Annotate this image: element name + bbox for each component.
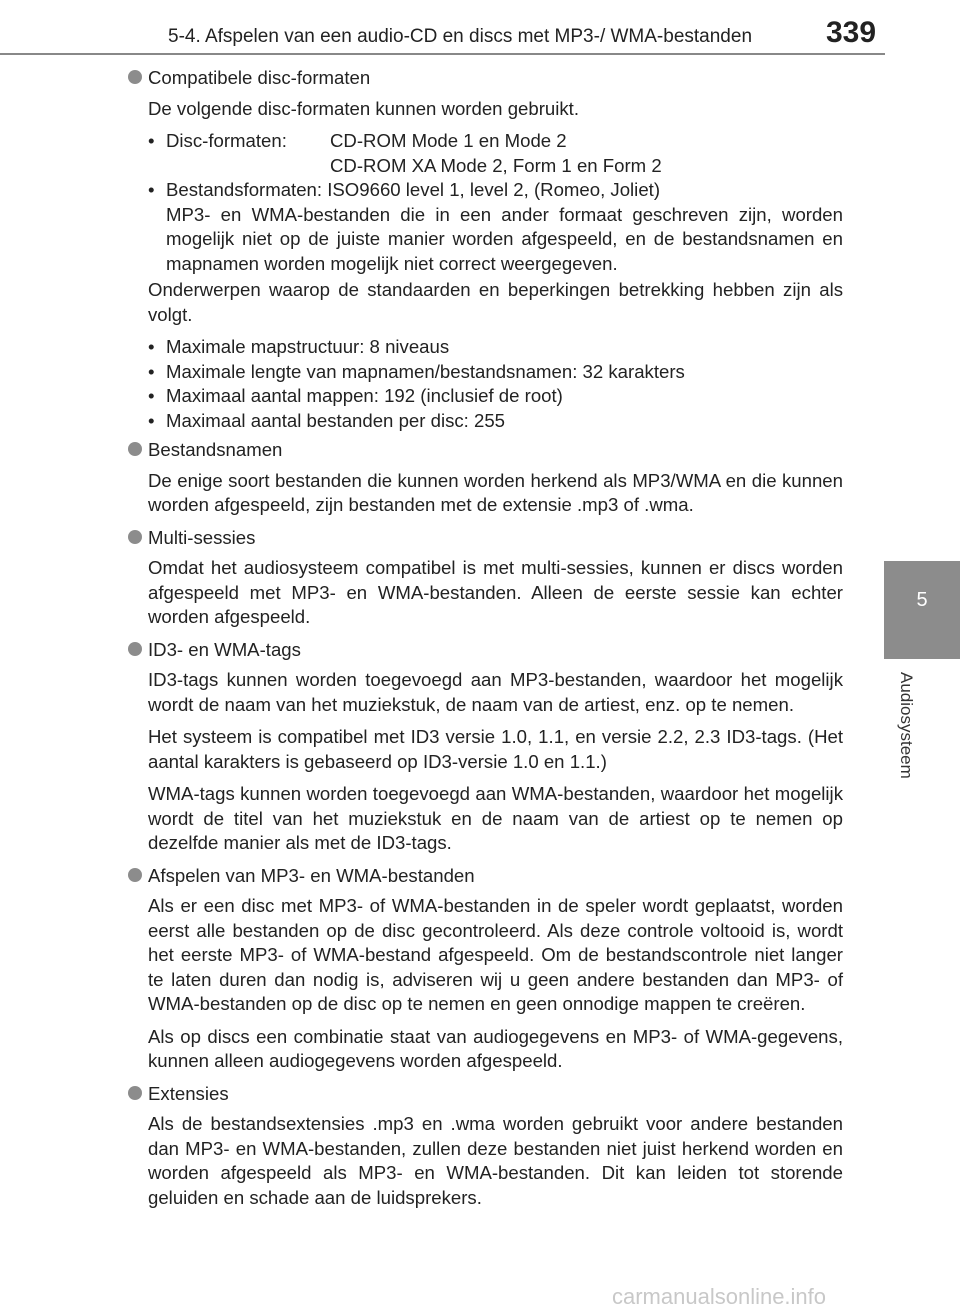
paragraph: Als op discs een combinatie staat van audiogegevens en MP3- of WMA-gegevens, kunnen alleen audiogegevens worden afgespeeld. bbox=[148, 1025, 843, 1071]
section-heading-text: Compatibele disc-formaten bbox=[148, 67, 371, 88]
page-number: 339 bbox=[826, 16, 877, 49]
bullet-dot-icon bbox=[128, 70, 142, 84]
paragraph: Als de bestandsextensies .mp3 en .wma worden gebruikt voor andere bestanden dan MP3- en WMA-bestanden, zullen deze bestanden niet juist herkend worden en worden afgespeeld als MP3- en WMA-bestanden. Dit kan leiden tot storende geluiden en schade aan de luidsprekers. bbox=[148, 1113, 843, 1208]
list-item: • Maximale lengte van mapnamen/bestandsnamen: 32 karakters bbox=[148, 360, 843, 385]
section-heading bbox=[148, 638, 843, 663]
section-heading-text: Bestandsnamen bbox=[148, 439, 283, 460]
page-content bbox=[127, 66, 843, 1218]
list-item: • Maximaal aantal bestanden per disc: 255 bbox=[148, 409, 843, 434]
section-heading bbox=[148, 66, 843, 91]
list-item bbox=[148, 129, 843, 178]
bullet-dot-icon bbox=[128, 530, 142, 544]
disc-format-2: CD-ROM XA Mode 2, Form 1 en Form 2 bbox=[330, 154, 662, 176]
paragraph: De enige soort bestanden die kunnen worden herkend als MP3/WMA en die kunnen worden afgespeeld, zijn bestanden met de extensie .mp3 of .wma. bbox=[148, 469, 843, 515]
section-heading bbox=[148, 864, 843, 889]
disc-format-1: CD-ROM Mode 1 en Mode 2 bbox=[330, 130, 567, 151]
chapter-number: 5 bbox=[916, 589, 928, 611]
bullet-dot-icon bbox=[128, 442, 142, 456]
section-heading-text: Extensies bbox=[148, 1082, 229, 1104]
format-list bbox=[148, 129, 843, 276]
paragraph: Onderwerpen waarop de standaarden en beperkingen betrekking hebben zijn als volgt. bbox=[148, 279, 843, 325]
file-formats: • Bestandsformaten: ISO9660 level 1, level 2, (Romeo, Joliet) bbox=[166, 179, 661, 200]
paragraph: ID3-tags kunnen worden toegevoegd aan MP3-bestanden, waardoor het mogelijk wordt de naam van het muziekstuk, de naam van de artiest, enz. op te nemen. bbox=[148, 669, 843, 715]
section-heading-text: ID3- en WMA-tags bbox=[148, 638, 301, 660]
section-extensions bbox=[127, 1082, 843, 1211]
bullet-dot-icon bbox=[128, 1086, 142, 1100]
section-heading bbox=[148, 438, 843, 463]
section-tags bbox=[127, 638, 843, 856]
section-heading bbox=[148, 1082, 843, 1107]
file-formats-note: MP3- en WMA-bestanden die in een ander formaat geschreven zijn, worden mogelijk niet op de juiste manier worden afgespeeld, en de bestandsnamen en mapnamen worden mogelijk niet correct weergegeven. bbox=[166, 203, 843, 274]
paragraph: Omdat het audiosysteem compatibel is met multi-sessies, kunnen er discs worden afgespeeld met MP3- en WMA-bestanden. Alleen de eerste sessie kan echter worden afgespeeld. bbox=[148, 557, 843, 627]
list-item bbox=[148, 178, 843, 276]
section-filenames bbox=[127, 438, 843, 518]
header-divider bbox=[0, 53, 885, 55]
list-item: • Maximaal aantal mappen: 192 (inclusief de root) bbox=[148, 384, 843, 409]
disc-formats-label: Disc-formaten: bbox=[166, 130, 287, 151]
page-header bbox=[0, 0, 960, 49]
section-formats bbox=[127, 66, 843, 433]
limits-list bbox=[148, 335, 843, 433]
section-heading-text: Multi-sessies bbox=[148, 526, 256, 548]
bullet-dot-icon bbox=[128, 642, 142, 656]
section-multisession bbox=[127, 526, 843, 630]
section-title: 5-4. Afspelen van een audio-CD en discs met MP3-/ WMA-bestanden bbox=[168, 26, 753, 47]
section-heading-text: Afspelen van MP3- en WMA-bestanden bbox=[148, 864, 475, 886]
chapter-tab bbox=[884, 561, 960, 659]
paragraph: De volgende disc-formaten kunnen worden gebruikt. bbox=[148, 97, 580, 119]
chapter-label-text: Audiosysteem bbox=[897, 672, 916, 779]
bullet-dot-icon bbox=[128, 868, 142, 882]
section-heading bbox=[148, 526, 843, 551]
section-playback bbox=[127, 864, 843, 1074]
watermark: carmanualsonline.info bbox=[612, 1284, 827, 1309]
list-item: • Maximale mapstructuur: 8 niveaus bbox=[148, 335, 843, 360]
paragraph: WMA-tags kunnen worden toegevoegd aan WMA-bestanden, waardoor het mogelijk wordt de titel van het muziekstuk en de naam van de artiest op te nemen op dezelfde manier als met de ID3-tags. bbox=[148, 783, 843, 853]
paragraph: Het systeem is compatibel met ID3 versie 1.0, 1.1, en versie 2.2, 2.3 ID3-tags. (Het aantal karakters is gebaseerd op ID3-versie 1.0 en 1.1.) bbox=[148, 726, 843, 772]
chapter-label bbox=[896, 672, 924, 812]
paragraph: Als er een disc met MP3- of WMA-bestanden in de speler wordt geplaatst, worden eerst alle bestanden op de disc gecontroleerd. Als deze controle voltooid is, wordt het eerste MP3- of WMA-bestand afgespeeld. Om de bestandscontrole niet langer te laten duren dan nodig is, adviseren wij u geen andere bestanden dan MP3- of WMA-bestanden op de disc op te nemen en geen onnodige mappen te creëren. bbox=[148, 895, 843, 1014]
